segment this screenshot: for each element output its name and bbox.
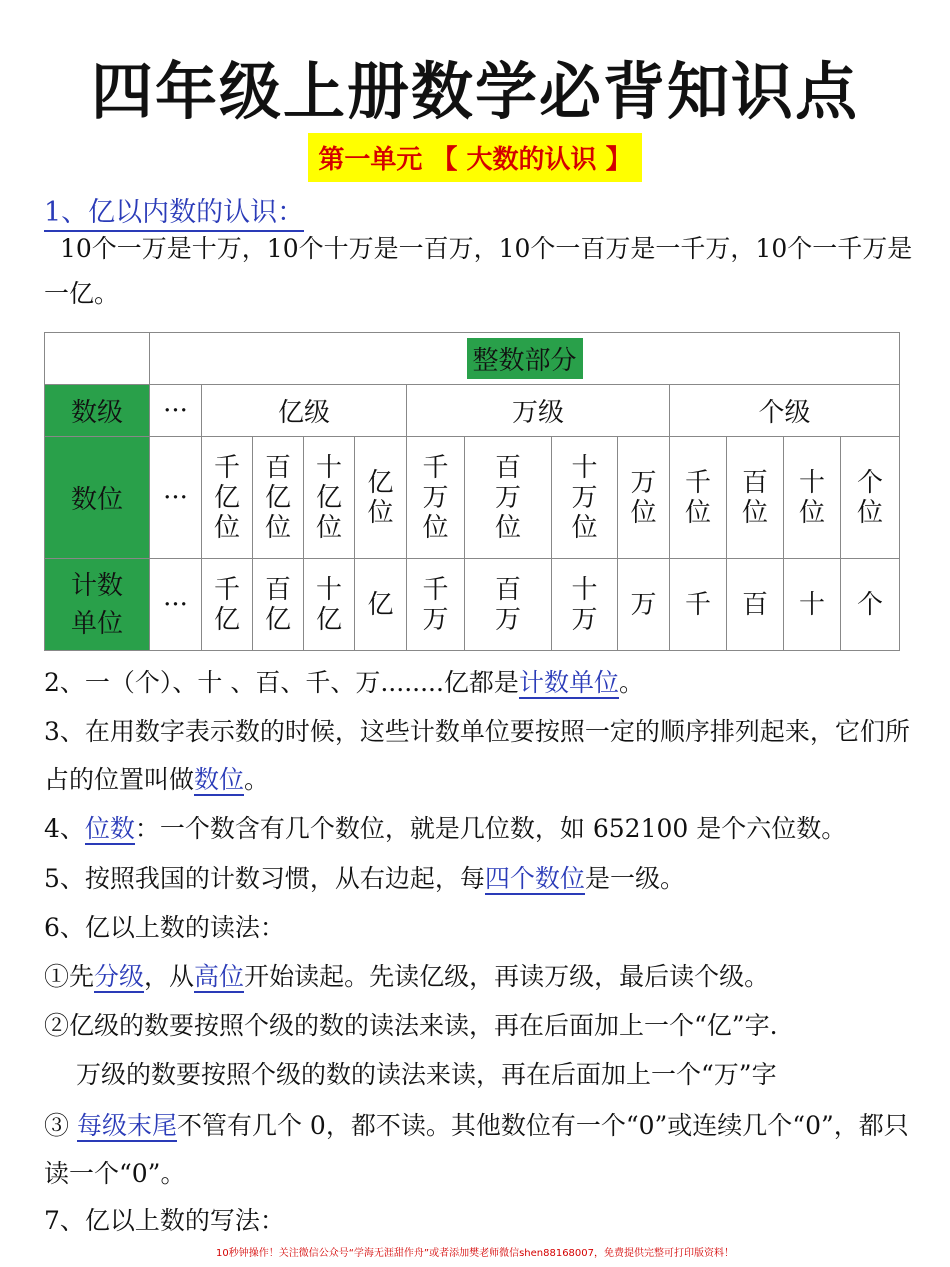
place-cell: 个 位 — [841, 437, 900, 559]
point-4-text: ：一个数含有几个数位，就是几位数，如 652100 是个六位数。 — [134, 814, 847, 843]
whole-part-header — [150, 333, 900, 385]
point-4 — [44, 806, 914, 851]
point-6-1 — [44, 954, 914, 999]
point-5-end: 是一级。 — [584, 864, 685, 893]
place-cell: 千 位 — [670, 437, 727, 559]
place-cell: 百 亿 位 — [253, 437, 304, 559]
point-6-1-b: ，从 — [144, 962, 195, 991]
place-cell: 百 万 位 — [465, 437, 552, 559]
unit-cell: 亿 — [355, 559, 407, 651]
ellipsis-cell: ··· — [150, 385, 202, 437]
point-2-text: 2、一（个）、十 、百、千、万........亿都是 — [44, 668, 519, 697]
unit-cell: 百 万 — [465, 559, 552, 651]
point-3-text: 3、在用数字表示数的时候，这些计数单位要按照一定的顺序排列起来，它们所占的位置叫做 — [44, 717, 910, 794]
place-cell: 百 位 — [727, 437, 784, 559]
unit-cell: 百 — [727, 559, 784, 651]
point-4-num: 4、 — [44, 814, 85, 843]
point-6-1-c: 开始读起。先读亿级，再读万级，最后读个级。 — [244, 962, 770, 991]
row-label-unit-a: 计数 — [70, 570, 123, 601]
ellipsis-cell: ··· — [150, 559, 202, 651]
point-2-end: 。 — [618, 668, 644, 697]
unit-cell: 十 — [784, 559, 841, 651]
point-5-text: 5、按照我国的计数习惯，从右边起，每 — [44, 864, 485, 893]
point-5 — [44, 856, 914, 901]
point-7: 7、亿以上数的写法： — [44, 1206, 285, 1235]
page-title: 四年级上册数学必背知识点 — [90, 55, 859, 128]
place-cell: 亿 位 — [355, 437, 407, 559]
point-6: 6、亿以上数的读法： — [44, 913, 285, 942]
place-cell: 千 亿 位 — [202, 437, 253, 559]
point-3 — [44, 708, 914, 804]
point-2 — [44, 660, 914, 705]
place-cell: 万 位 — [618, 437, 670, 559]
point-6-1-highlight-2: 高位 — [194, 962, 245, 991]
point-3-highlight: 数位 — [194, 765, 245, 794]
row-label-unit — [45, 559, 150, 651]
unit-cell: 千 亿 — [202, 559, 253, 651]
point-6-2a: ②亿级的数要按照个级的数的读法来读，再在后面加上一个“亿”字. — [44, 1011, 778, 1040]
point-6-1-highlight-1: 分级 — [94, 962, 145, 991]
section1-heading: 1、亿以内数的认识： — [44, 190, 304, 232]
unit-cell: 千 — [670, 559, 727, 651]
place-cell: 千 万 位 — [407, 437, 465, 559]
level-ge: 个级 — [670, 385, 900, 437]
unit-cell: 十 万 — [552, 559, 618, 651]
point-4-highlight: 位数 — [84, 814, 135, 843]
table-corner-cell — [45, 333, 150, 385]
whole-part-label: 整数部分 — [467, 338, 583, 379]
unit-cell: 万 — [618, 559, 670, 651]
place-value-table — [44, 332, 900, 651]
unit-label: 第一单元 【 大数的认识 】 — [308, 133, 641, 182]
point-6-3-a: ③ — [44, 1111, 77, 1140]
section1-text: 10个一万是十万，10个十万是一百万，10个一百万是一千万，10个一千万是一亿。 — [44, 234, 913, 308]
place-cell: 十 亿 位 — [304, 437, 355, 559]
level-wan: 万级 — [407, 385, 670, 437]
row-label-unit-b: 单位 — [70, 608, 123, 639]
unit-cell: 千 万 — [407, 559, 465, 651]
unit-cell: 十 亿 — [304, 559, 355, 651]
point-3-end: 。 — [244, 765, 270, 794]
row-label-place: 数位 — [45, 437, 150, 559]
unit-cell: 百 亿 — [253, 559, 304, 651]
place-cell: 十 万 位 — [552, 437, 618, 559]
unit-header — [0, 133, 950, 182]
row-label-level: 数级 — [45, 385, 150, 437]
point-6-3-highlight: 每级末尾 — [76, 1111, 177, 1140]
point-6-1-a: ①先 — [44, 962, 95, 991]
point-6-2b: 万级的数要按照个级的数的读法来读，再在后面加上一个“万”字 — [76, 1060, 777, 1089]
place-cell: 十 位 — [784, 437, 841, 559]
point-6-3-b: 不管有几个 0，都不读。其他数位有一个“0”或连续几个“0”，都只读一个“0”。 — [44, 1111, 909, 1188]
footer-note: 10秒钟操作！关注微信公众号“学海无涯甜作舟”或者添加樊老师微信shen88168007，免费提供完整可打印版资料！ — [215, 1248, 735, 1259]
point-2-highlight: 计数单位 — [518, 668, 619, 697]
point-6-3 — [44, 1102, 914, 1198]
point-5-highlight: 四个数位 — [484, 864, 585, 893]
level-yi: 亿级 — [202, 385, 407, 437]
ellipsis-cell: ··· — [150, 437, 202, 559]
unit-cell: 个 — [841, 559, 900, 651]
